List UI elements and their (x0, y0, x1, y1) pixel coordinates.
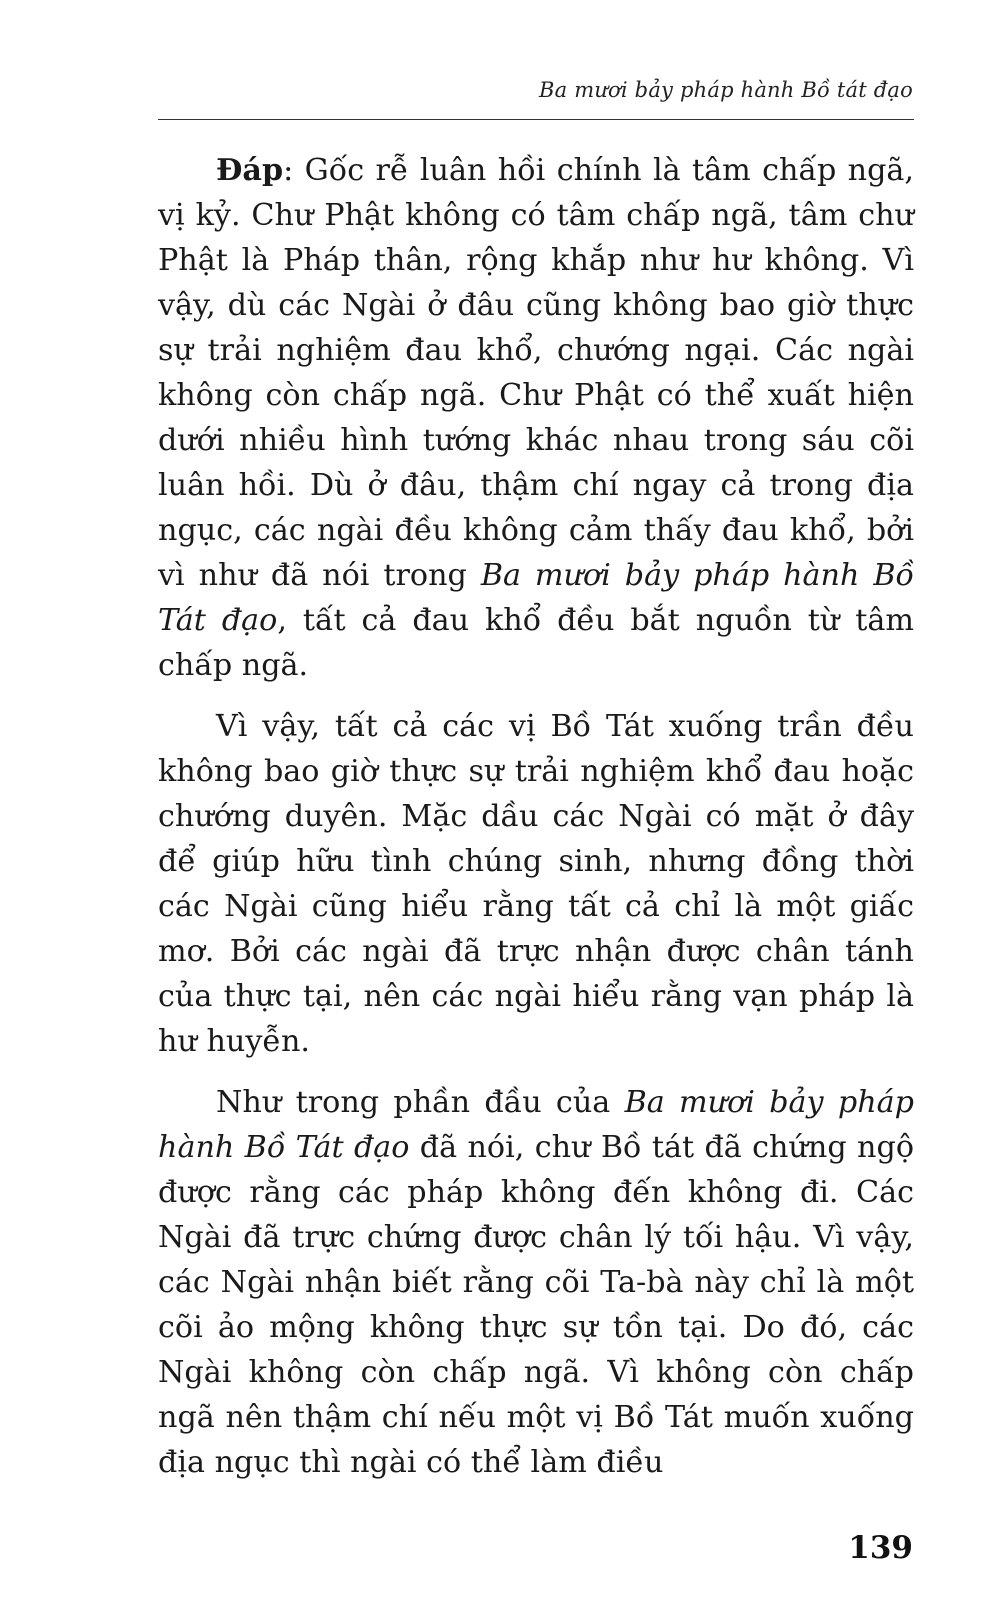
paragraph-1 (158, 148, 914, 688)
paragraph-1-text-a: : Gốc rễ luân hồi chính là tâm chấp ngã, vị kỷ. Chư Phật không có tâm chấp ngã, tâm chư Phật là Pháp thân, rộng khắp như hư không. Vì vậy, dù các Ngài ở đâu cũng không bao giờ thực sự trải nghiệm đau khổ, chướng ngại. Các ngài không còn chấp ngã. Chư Phật có thể xuất hiện dưới nhiều hình tướng khác nhau trong sáu cõi luân hồi. Dù ở đâu, thậm chí ngay cả trong địa ngục, các ngài đều không cảm thấy đau khổ, bởi vì như đã nói trong (158, 153, 914, 593)
running-header-title: Ba mươi bảy pháp hành Bồ tát đạo (538, 78, 913, 102)
header-divider (158, 119, 914, 120)
book-title-reference: Ba mươi bảy pháp hành Bồ Tát đạo (158, 1085, 914, 1165)
paragraph-2 (158, 704, 914, 1064)
paragraph-3-text-b: đã nói, chư Bồ tát đã chứng ngộ được rằng các pháp không đến không đi. Các Ngài đã trực chứng được chân lý tối hậu. Vì vậy, các Ngài nhận biết rằng cõi Ta-bà này chỉ là một cõi ảo mộng không thực sự tồn tại. Do đó, các Ngài không còn chấp ngã. Vì không còn chấp ngã nên thậm chí nếu một vị Bồ Tát muốn xuống địa ngục thì ngài có thể làm điều (158, 1130, 914, 1480)
book-title-reference: Ba mươi bảy pháp hành Bồ Tát đạo (158, 558, 915, 638)
page-number: 139 (848, 1530, 913, 1566)
paragraph-1-text-b: , tất cả đau khổ đều bắt nguồn từ tâm chấp ngã. (158, 603, 914, 683)
paragraph-2-text: Vì vậy, tất cả các vị Bồ Tát xuống trần đều không bao giờ thực sự trải nghiệm khổ đau hoặc chướng duyên. Mặc dầu các Ngài có mặt ở đây để giúp hữu tình chúng sinh, nhưng đồng thời các Ngài cũng hiểu rằng tất cả chỉ là một giấc mơ. Bởi các ngài đã trực nhận được chân tánh của thực tại, nên các ngài hiểu rằng vạn pháp là hư huyễn. (158, 709, 914, 1059)
paragraph-3-text-a: Như trong phần đầu của (216, 1085, 625, 1120)
paragraph-3 (158, 1080, 914, 1485)
body-text (158, 148, 914, 1485)
answer-label: Đáp (216, 153, 284, 188)
